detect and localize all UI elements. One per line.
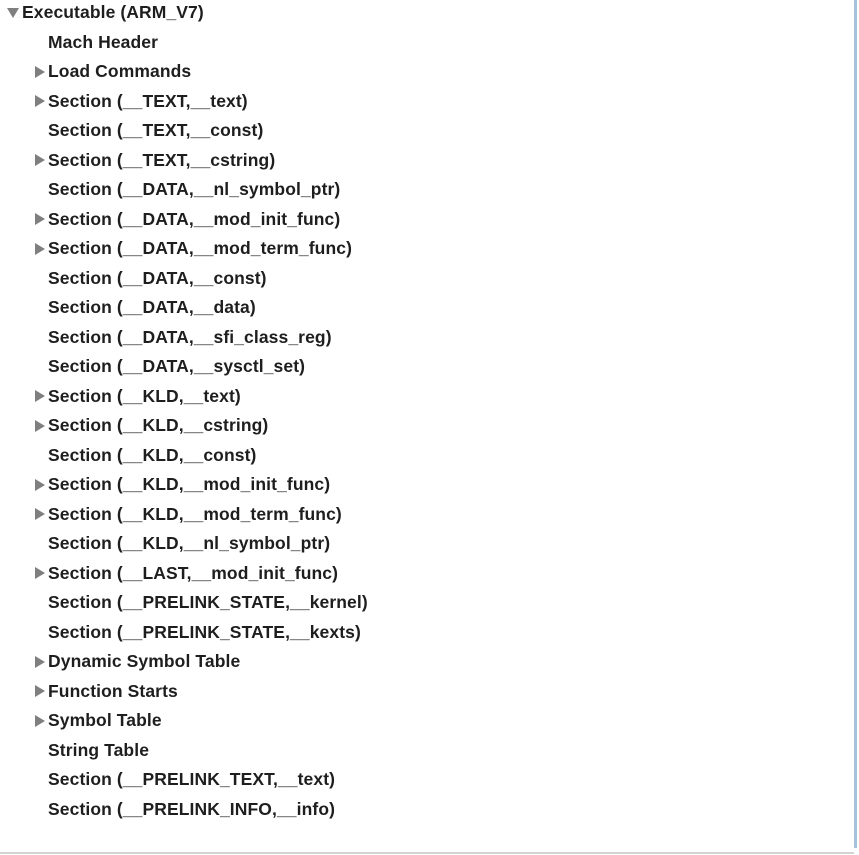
tree-item-section-last-mod-init-func[interactable] (0, 559, 854, 589)
tree-item-label: Section (__PRELINK_INFO,__info) (48, 798, 336, 819)
tree-item-section-prelink-state-kexts[interactable] (0, 618, 854, 648)
tree-item-section-data-sysctl-set[interactable] (0, 352, 854, 382)
disclosure-expanded-icon[interactable] (6, 0, 20, 28)
tree-item-label: Section (__KLD,__const) (48, 444, 257, 465)
tree-item-section-kld-text[interactable] (0, 382, 854, 412)
tree-item-label: Section (__PRELINK_STATE,__kexts) (48, 621, 361, 642)
disclosure-collapsed-icon[interactable] (33, 146, 47, 176)
tree-item-symbol-table[interactable] (0, 706, 854, 736)
tree-item-label: Section (__DATA,__const) (48, 267, 267, 288)
tree-item-section-data-data[interactable] (0, 293, 854, 323)
bottom-border (0, 852, 854, 854)
tree-item-label: Section (__PRELINK_STATE,__kernel) (48, 592, 368, 612)
tree-item-label: Section (__KLD,__cstring) (48, 415, 269, 435)
tree-item-label: Section (__DATA,__sysctl_set) (48, 356, 306, 376)
tree-item-section-text-text[interactable] (0, 87, 854, 117)
disclosure-collapsed-icon[interactable] (33, 559, 47, 589)
tree-item-section-prelink-info-info[interactable] (0, 795, 854, 825)
disclosure-collapsed-icon[interactable] (33, 677, 47, 707)
tree-item-label: Section (__TEXT,__cstring) (48, 149, 276, 170)
tree-item-dynamic-symbol-table[interactable] (0, 647, 854, 677)
tree-item-string-table[interactable] (0, 736, 854, 766)
tree-item-section-kld-mod-term-func[interactable] (0, 500, 854, 530)
tree-item-label: Section (__TEXT,__const) (48, 120, 264, 140)
tree-item-label: Section (__DATA,__mod_init_func) (48, 208, 341, 229)
splitter-divider[interactable] (854, 0, 857, 848)
tree-item-load-commands[interactable] (0, 57, 854, 87)
tree-item-label: Section (__TEXT,__text) (48, 90, 248, 111)
tree-item-section-data-const[interactable] (0, 264, 854, 294)
disclosure-collapsed-icon[interactable] (33, 470, 47, 500)
tree-item-section-kld-const[interactable] (0, 441, 854, 471)
disclosure-collapsed-icon[interactable] (33, 57, 47, 87)
tree-item-section-data-mod-init-func[interactable] (0, 205, 854, 235)
disclosure-collapsed-icon[interactable] (33, 411, 47, 441)
tree-root-executable[interactable] (0, 0, 854, 28)
disclosure-collapsed-icon[interactable] (33, 234, 47, 264)
tree-item-label: Dynamic Symbol Table (48, 651, 241, 671)
tree-item-section-kld-mod-init-func[interactable] (0, 470, 854, 500)
tree-item-label: Load Commands (48, 61, 192, 81)
tree-item-label: Section (__DATA,__data) (48, 297, 256, 317)
disclosure-collapsed-icon[interactable] (33, 382, 47, 412)
tree-item-label: Section (__KLD,__text) (48, 385, 241, 406)
tree-item-label: Section (__KLD,__mod_term_func) (48, 503, 342, 524)
disclosure-collapsed-icon[interactable] (33, 205, 47, 235)
tree-item-label: String Table (48, 739, 150, 760)
tree-item-label: Function Starts (48, 680, 178, 701)
disclosure-collapsed-icon[interactable] (33, 647, 47, 677)
tree-item-section-data-sfi-class-reg[interactable] (0, 323, 854, 353)
disclosure-collapsed-icon[interactable] (33, 87, 47, 117)
tree-item-section-data-nl-symbol-ptr[interactable] (0, 175, 854, 205)
tree-item-label: Section (__DATA,__nl_symbol_ptr) (48, 179, 341, 199)
tree-item-label: Executable (ARM_V7) (22, 2, 204, 22)
tree-item-label: Section (__DATA,__sfi_class_reg) (48, 326, 332, 347)
tree-item-section-text-cstring[interactable] (0, 146, 854, 176)
disclosure-collapsed-icon[interactable] (33, 500, 47, 530)
disclosure-collapsed-icon[interactable] (33, 706, 47, 736)
tree-item-label: Section (__LAST,__mod_init_func) (48, 562, 339, 583)
tree-item-label: Section (__KLD,__nl_symbol_ptr) (48, 533, 331, 553)
tree-item-label: Section (__KLD,__mod_init_func) (48, 474, 331, 494)
tree-item-label: Section (__PRELINK_TEXT,__text) (48, 769, 336, 789)
tree-item-label: Section (__DATA,__mod_term_func) (48, 238, 352, 258)
tree-item-section-data-mod-term-func[interactable] (0, 234, 854, 264)
tree-item-mach-header[interactable] (0, 28, 854, 58)
tree-item-section-text-const[interactable] (0, 116, 854, 146)
tree-item-section-prelink-state-kernel[interactable] (0, 588, 854, 618)
tree-item-section-kld-nl-symbol-ptr[interactable] (0, 529, 854, 559)
tree-item-function-starts[interactable] (0, 677, 854, 707)
tree-item-section-prelink-text-text[interactable] (0, 765, 854, 795)
tree-item-label: Symbol Table (48, 710, 162, 730)
tree-item-section-kld-cstring[interactable] (0, 411, 854, 441)
tree-item-label: Mach Header (48, 31, 159, 52)
